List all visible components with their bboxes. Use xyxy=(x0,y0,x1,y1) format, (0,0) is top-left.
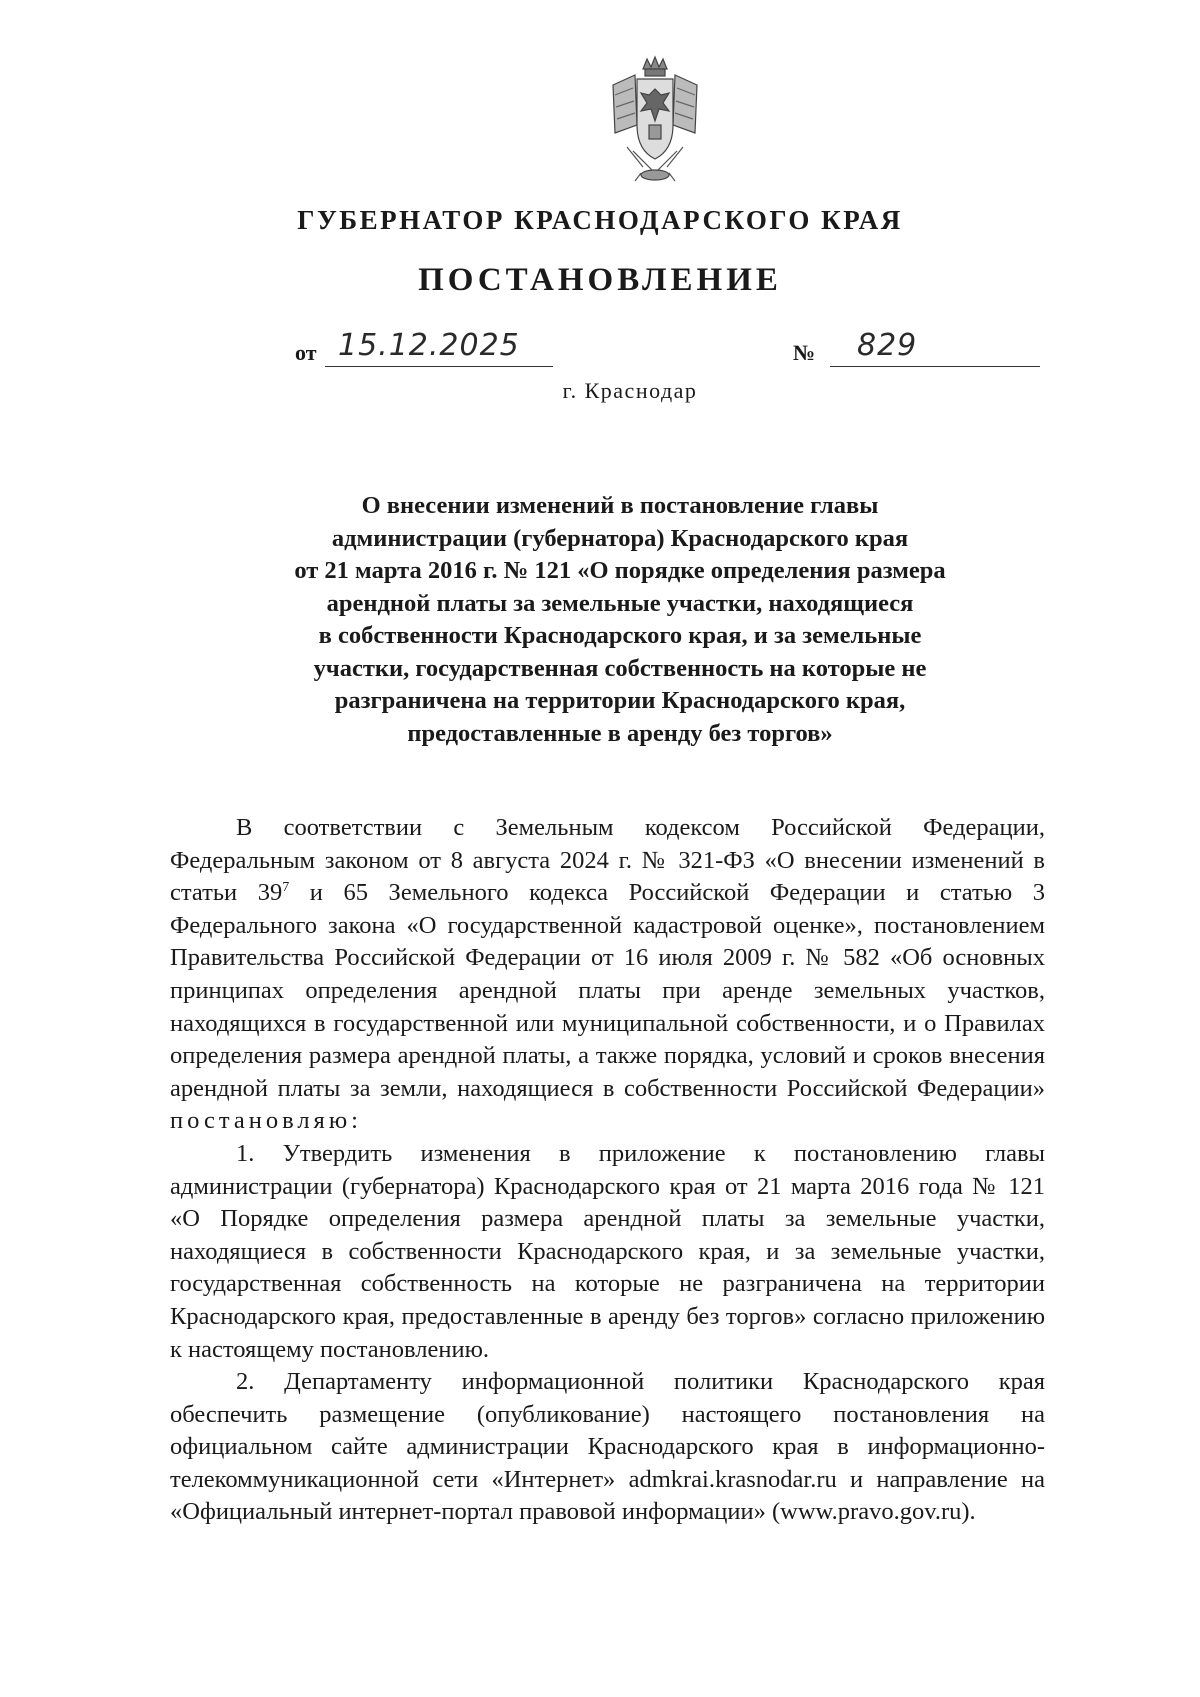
preamble-text-1: В соответствии с Земельным кодексом Российской Федерации, Федеральным законом от 8 августа 2024 г. № 321-ФЗ «О внесении изменений в статьи 39 xyxy=(170,814,1045,907)
city-label: г. Краснодар xyxy=(562,378,698,403)
number-value: 829 xyxy=(857,328,918,363)
preamble-text-2: и 65 Земельного кодекса Российской Федерации и статью 3 Федерального закона «О государственной кадастровой оценке», постановлением Правительства Российской Федерации от 16 июля 2009 г. № 582 «Об основных принципах определения арендной платы при аренде земельных участков, находящихся в государственной или муниципальной собственности, и о Правилах определения размера арендной платы, а также порядка, условий и сроков внесения арендной платы за земли, находящиеся в собственности Российской Федерации» xyxy=(170,879,1045,1102)
date-label: от xyxy=(295,340,317,365)
document-type-heading: ПОСТАНОВЛЕНИЕ xyxy=(418,262,782,298)
title-line: разграничена на территории Краснодарского края, xyxy=(334,687,906,714)
title-line: участки, государственная собственность на которые не xyxy=(313,654,927,682)
document-body xyxy=(170,812,1045,1529)
title-line: арендной платы за земельные участки, находящиеся xyxy=(326,589,914,617)
authority-heading: ГУБЕРНАТОР КРАСНОДАРСКОГО КРАЯ xyxy=(297,205,903,235)
title-line: от 21 марта 2016 г. № 121 «О порядке определения размера xyxy=(294,557,946,584)
title-line: в собственности Краснодарского края, и за земельные xyxy=(318,622,922,649)
number-underline xyxy=(830,366,1040,367)
date-value: 15.12.2025 xyxy=(338,328,520,363)
preamble-paragraph xyxy=(170,812,1045,1138)
title-line: О внесении изменений в постановление главы xyxy=(361,492,879,519)
title-line: предоставленные в аренду без торгов» xyxy=(407,719,833,747)
item-1-paragraph: 1. Утвердить изменения в приложение к постановлению главы администрации (губернатора) Краснодарского края от 21 марта 2016 года № 121 «О Порядке определения размера арендной платы за земельные участки, находящиеся в собственности Краснодарского края, и за земельные участки, государственная собственность на которые не разграничена на территории Краснодарского края, предоставленные в аренду без торгов» согласно приложению к настоящему постановлению. xyxy=(170,1139,1045,1363)
title-line: администрации (губернатора) Краснодарского края xyxy=(331,524,909,552)
date-underline xyxy=(325,366,553,367)
item-2-paragraph: 2. Департаменту информационной политики Краснодарского края обеспечить размещение (опубликование) настоящего постановления на официальном сайте администрации Краснодарского края в информационно-телекоммуникационной сети «Интернет» admkrai.krasnodar.ru и направление на «Официальный интернет-портал правовой информации» (www.pravo.gov.ru). xyxy=(170,1368,1045,1526)
number-label: № xyxy=(793,340,816,365)
krasnodar-coat-of-arms-icon xyxy=(605,55,705,185)
date-number-row xyxy=(0,330,1200,374)
preamble-superscript: 7 xyxy=(282,880,290,896)
document-title xyxy=(230,490,1010,750)
decree-word: постановляю: xyxy=(170,1107,362,1135)
